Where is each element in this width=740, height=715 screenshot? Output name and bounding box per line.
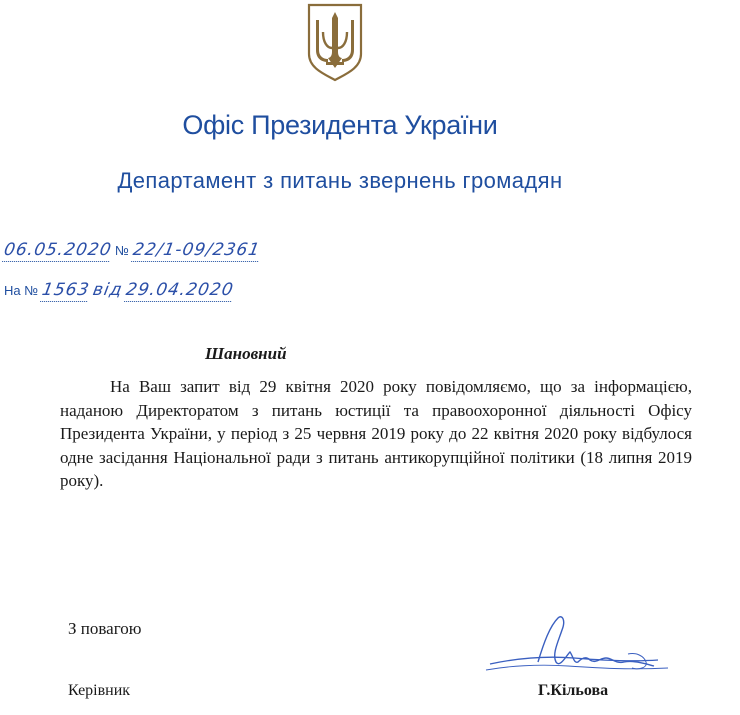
trident-coat-of-arms-icon [306, 2, 364, 82]
outgoing-date: 06.05.2020 [2, 240, 114, 260]
salutation: Шановний [205, 344, 287, 363]
office-title: Офіс Президента України [182, 110, 498, 140]
outgoing-number: 22/1-09/2361 [130, 240, 262, 260]
department-title: Департамент з питань звернень громадян [117, 168, 563, 193]
in-reply-date: 29.04.2020 [124, 280, 236, 300]
number-label: № [114, 243, 129, 258]
registration-line [2, 240, 262, 262]
signer-position: Керівник [68, 682, 131, 699]
from-label: від [90, 280, 124, 300]
letter-body: На Ваш запит від 29 квітня 2020 року повідомляємо, що за інформацією, наданою Директоратом з питань юстиції та правоохоронної діяльності Офісу Президента України, у період з 25 червня 2019 року до 22 квітня 2020 року відбулося одне засідання Національної ради з питань антикорупційної політики (18 липня 2019 року). [60, 377, 692, 490]
signer-name: Г.Кільова [538, 682, 609, 699]
closing: З повагою [68, 619, 142, 638]
in-reply-label: На № [4, 283, 39, 298]
in-reply-number: 1563 [40, 280, 92, 300]
in-reply-line [4, 280, 236, 302]
signature-icon [478, 612, 678, 684]
